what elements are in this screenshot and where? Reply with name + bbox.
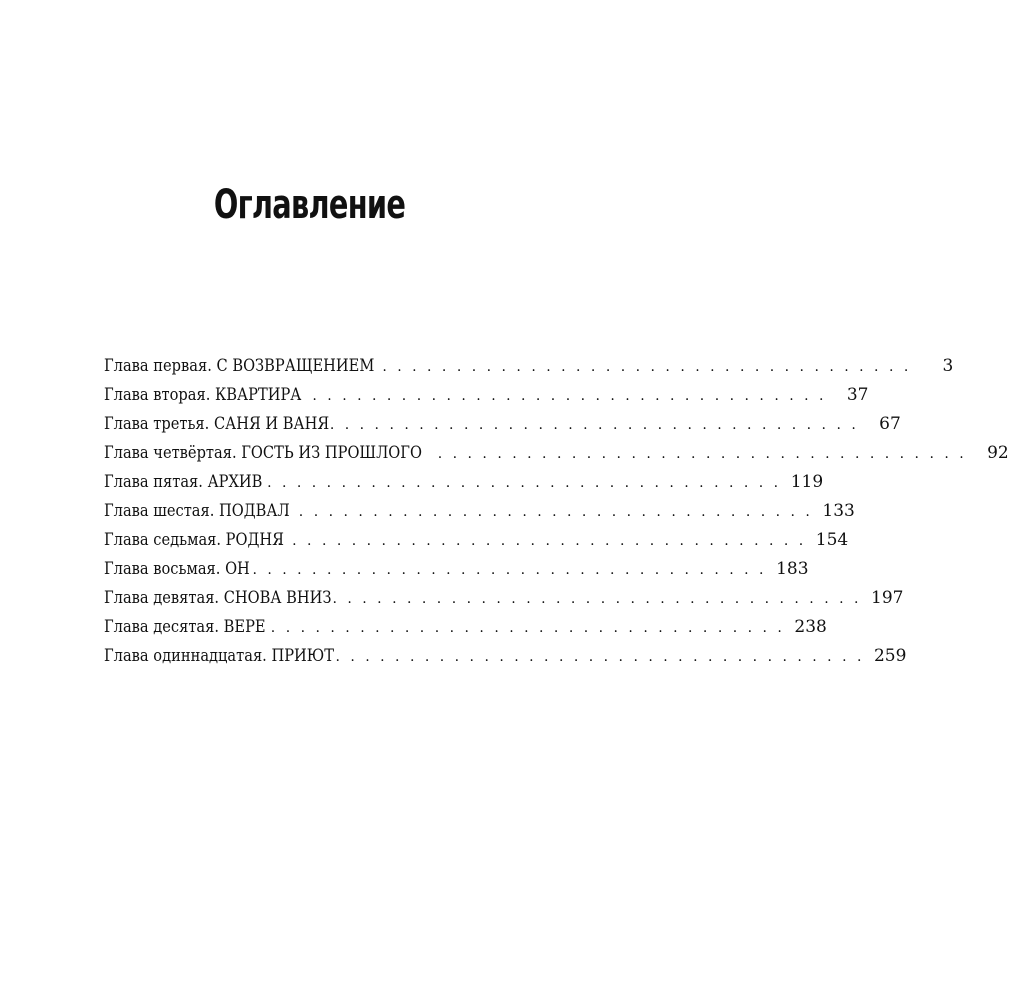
- toc-entry: [104, 526, 849, 555]
- dot-leader: . . . . . . . . . . . . . . . . . . . . . . . . . . . . . . . . . . . .: [329, 417, 859, 433]
- toc-entry: [104, 352, 954, 381]
- toc-entry-page: 197: [871, 588, 904, 608]
- dot-leader: . . . . . . . . . . . . . . . . . . . . . . . . . . . . . . . . . . . .: [437, 446, 967, 462]
- toc-entry: [104, 381, 869, 410]
- dot-leader: . . . . . . . . . . . . . . . . . . . . . . . . . . . . . . . . . . . .: [332, 591, 862, 607]
- toc-entry-title: Глава восьмая. ОН: [104, 559, 250, 579]
- toc-entry-page: 67: [879, 414, 901, 434]
- toc-entry-page: 37: [846, 385, 869, 405]
- toc-entry-page: 154: [815, 530, 849, 550]
- toc-entry: [104, 613, 827, 642]
- toc-entry-page: 92: [987, 443, 1009, 463]
- page-title: Оглавление: [213, 182, 406, 228]
- toc-entry-title: Глава седьмая. РОДНЯ: [104, 530, 284, 550]
- toc-entry-title: Глава десятая. ВЕРЕ: [104, 617, 266, 637]
- toc-entry-title: Глава четвёртая. ГОСТЬ ИЗ ПРОШЛОГО: [104, 443, 422, 463]
- dot-leader: . . . . . . . . . . . . . . . . . . . . . . . . . . . . . . . . . . . .: [277, 533, 807, 549]
- toc-entry-title: Глава шестая. ПОДВАЛ: [104, 501, 290, 521]
- toc-entry: [104, 642, 907, 671]
- toc-entry-title: Глава девятая. СНОВА ВНИЗ: [104, 588, 332, 608]
- toc-entry-title: Глава одиннадцатая. ПРИЮТ: [104, 646, 335, 666]
- dot-leader: . . . . . . . . . . . . . . . . . . . . . . . . . . . . . . . . . . . .: [237, 562, 767, 578]
- toc-entry-title: Глава третья. САНЯ И ВАНЯ: [104, 414, 330, 434]
- dot-leader: . . . . . . . . . . . . . . . . . . . . . . . . . . . . . . . . . . . .: [252, 475, 782, 491]
- toc-entry-page: 133: [822, 501, 855, 521]
- dot-leader: . . . . . . . . . . . . . . . . . . . . . . . . . . . . . . . . . . . .: [297, 388, 827, 404]
- dot-leader: . . . . . . . . . . . . . . . . . . . . . . . . . . . . . . . . . . . .: [335, 649, 865, 665]
- toc-entry: [104, 497, 855, 526]
- toc-entry-title: Глава вторая. КВАРТИРА: [104, 385, 302, 405]
- toc-entry: [104, 439, 1009, 468]
- table-of-contents: [104, 352, 1009, 671]
- toc-entry: [104, 468, 824, 497]
- toc-entry-page: 238: [794, 617, 827, 637]
- dot-leader: . . . . . . . . . . . . . . . . . . . . . . . . . . . . . . . . . . . .: [255, 620, 785, 636]
- toc-entry-page: 183: [776, 559, 809, 579]
- dot-leader: . . . . . . . . . . . . . . . . . . . . . . . . . . . . . . . . . . . .: [382, 359, 912, 375]
- toc-entry-page: 259: [873, 646, 907, 666]
- toc-entry-title: Глава первая. С ВОЗВРАЩЕНИЕМ: [104, 356, 375, 376]
- toc-entry: [104, 584, 904, 613]
- toc-entry-title: Глава пятая. АРХИВ: [104, 472, 263, 492]
- dot-leader: . . . . . . . . . . . . . . . . . . . . . . . . . . . . . . . . . . . .: [283, 504, 813, 520]
- toc-entry: [104, 410, 901, 439]
- toc-entry: [104, 555, 809, 584]
- toc-entry-page: 3: [942, 356, 954, 376]
- toc-entry-page: 119: [790, 472, 824, 492]
